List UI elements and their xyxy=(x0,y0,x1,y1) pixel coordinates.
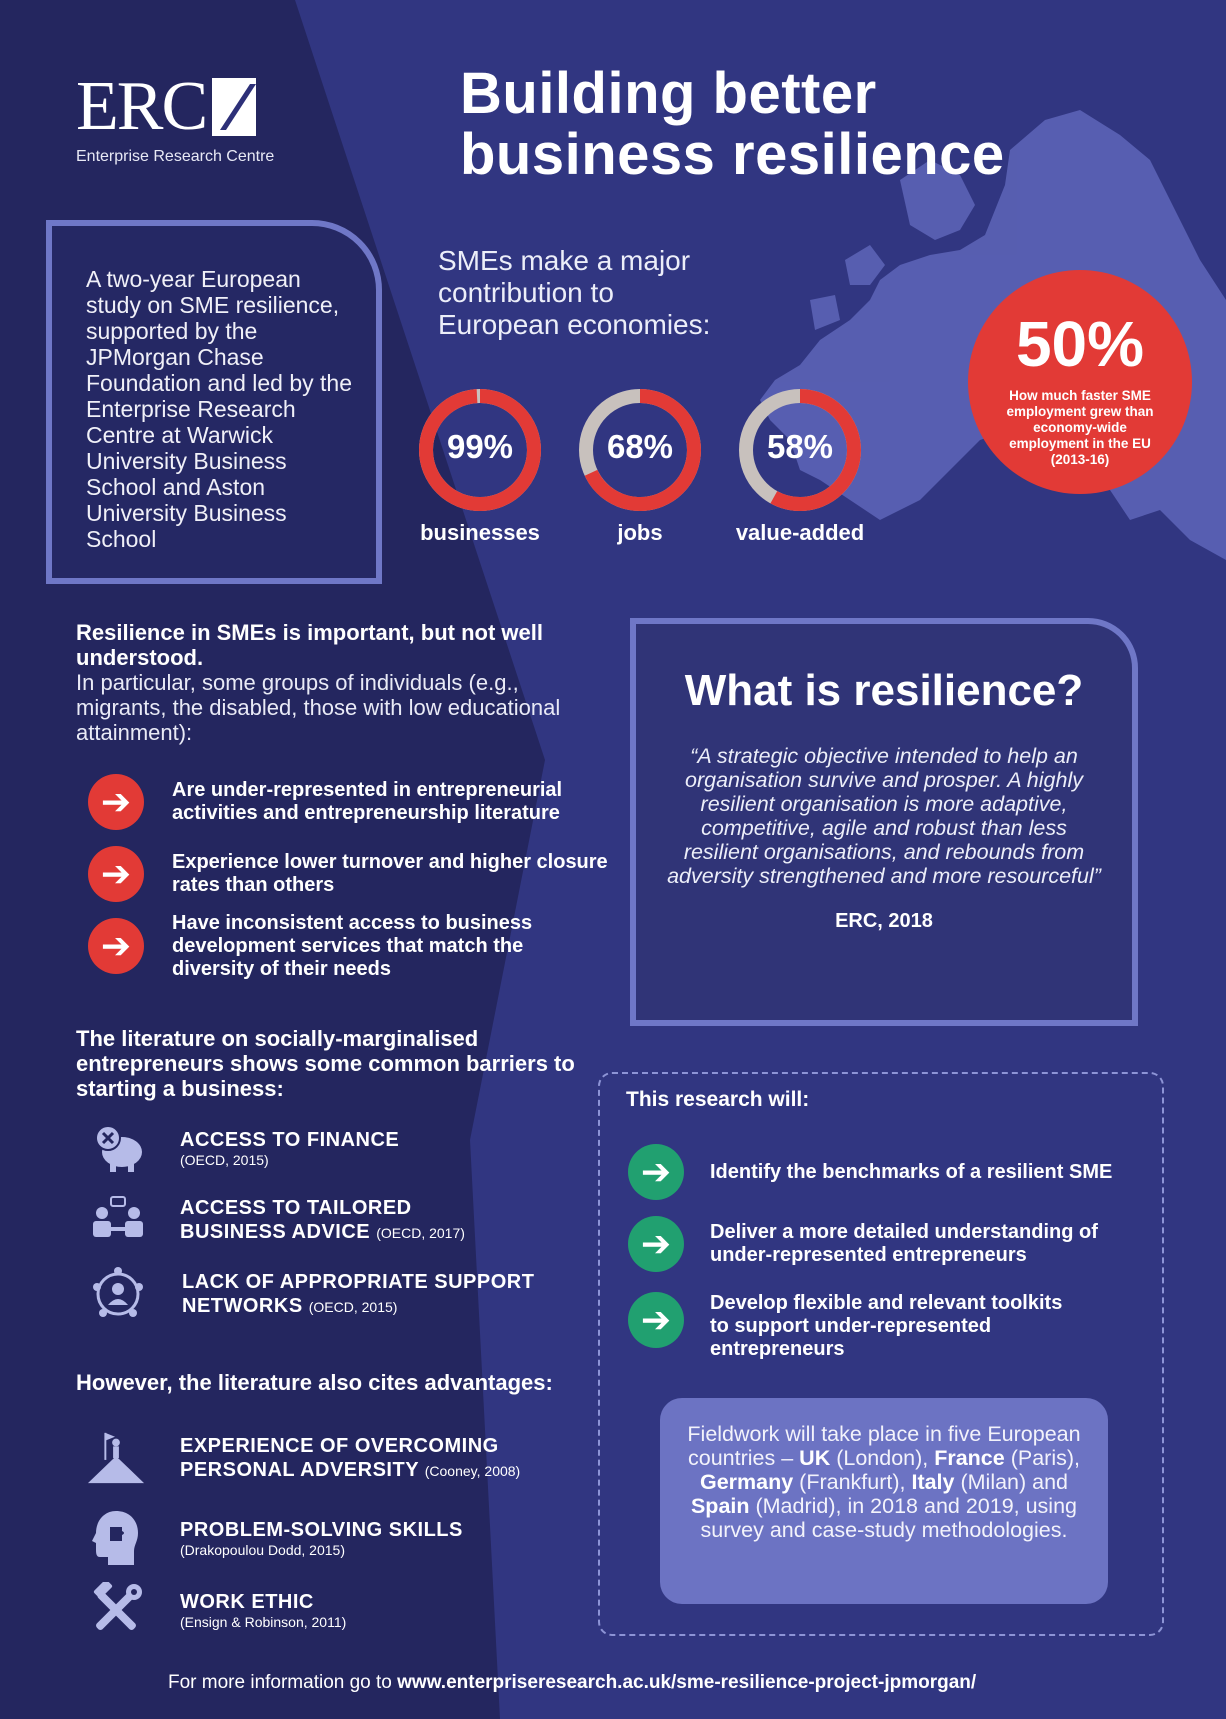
barrier-title: ACCESS TO FINANCE xyxy=(180,1129,400,1151)
head-puzzle-icon xyxy=(86,1508,146,1568)
stat-donut xyxy=(418,388,542,545)
city-madrid: (Madrid), in 2018 and 2019, using survey and case-study methodologies. xyxy=(700,1494,1078,1542)
advantage-item xyxy=(86,1580,346,1640)
list-item xyxy=(628,1216,1148,1272)
donut-percent: 68% xyxy=(606,428,674,465)
barrier-title-line-2: BUSINESS ADVICE xyxy=(180,1220,371,1243)
what-is-resilience-box xyxy=(630,618,1138,1026)
country-uk: UK xyxy=(799,1446,831,1470)
title-line-1: Building better xyxy=(460,61,877,126)
city-london: (London), xyxy=(830,1446,935,1470)
donut-label: jobs xyxy=(617,520,663,545)
list-item xyxy=(88,772,608,832)
barrier-title: LACK OF APPROPRIATE SUPPORT xyxy=(182,1270,535,1293)
country-germany: Germany xyxy=(699,1470,794,1494)
fieldwork-text: Fieldwork will take place in five European countries – xyxy=(687,1422,1081,1470)
arrow-right-icon: ➔ xyxy=(88,918,144,974)
donut-percent: 99% xyxy=(446,428,514,465)
smes-contribution-text xyxy=(438,245,710,341)
research-item-text: Develop flexible and relevant toolkits to support under-represented entrepreneurs xyxy=(710,1292,1063,1360)
advantage-citation: (Ensign & Robinson, 2011) xyxy=(180,1614,347,1630)
groups-list xyxy=(88,772,608,982)
group-item-text: Have inconsistent access to business development services that match the diversity of their needs xyxy=(172,911,533,980)
advantage-title: EXPERIENCE OF OVERCOMING xyxy=(180,1434,499,1457)
list-item xyxy=(628,1144,1148,1200)
donut-percent: 58% xyxy=(766,428,834,465)
logo-slash-icon xyxy=(210,76,258,138)
logo-subtitle: Enterprise Research Centre xyxy=(76,148,275,165)
stat-donut xyxy=(578,388,702,545)
research-item-text: Deliver a more detailed understanding of under-represented entrepreneurs xyxy=(710,1221,1098,1266)
growth-stat-circle xyxy=(968,270,1192,494)
intro-text: A two-year European study on SME resilience, supported by the JPMorgan Chase Foundation and led by the Enterprise Research Centre at Warwick University Business School and Aston University Business School xyxy=(86,266,352,552)
arrow-right-icon: ➔ xyxy=(628,1216,684,1272)
donut-label: value-added xyxy=(735,520,865,545)
group-item-text: Are under-represented in entrepreneurial activities and entrepreneurship literature xyxy=(172,779,563,824)
advantage-title-line-2: PERSONAL ADVERSITY xyxy=(180,1458,419,1481)
network-icon xyxy=(88,1264,148,1324)
donut-label: businesses xyxy=(420,520,540,545)
smes-line-2: contribution to xyxy=(438,277,614,308)
resilience-intro-text: In particular, some groups of individuals (e.g., migrants, the disabled, those with low educational attainment): xyxy=(76,670,561,745)
city-milan: (Milan) and xyxy=(954,1470,1069,1494)
advantage-citation: (Drakopoulou Dodd, 2015) xyxy=(180,1542,345,1558)
fieldwork-box xyxy=(660,1398,1108,1604)
intro-box xyxy=(46,220,382,584)
research-item-text: Identify the benchmarks of a resilient SME xyxy=(710,1160,1113,1183)
research-heading: This research will: xyxy=(626,1088,810,1111)
barrier-citation: (OECD, 2017) xyxy=(376,1224,465,1241)
city-paris: (Paris), xyxy=(1004,1446,1080,1470)
country-italy: Italy xyxy=(911,1470,955,1494)
resilience-title: What is resilience? xyxy=(684,666,1084,715)
arrow-right-icon: ➔ xyxy=(88,846,144,902)
meeting-icon xyxy=(88,1190,148,1250)
piggy-bank-icon xyxy=(88,1118,148,1178)
growth-stat-value: 50% xyxy=(1015,308,1145,380)
tools-icon xyxy=(86,1580,146,1640)
advantage-item xyxy=(86,1428,520,1488)
list-item xyxy=(88,910,608,982)
list-item xyxy=(628,1292,1068,1361)
resilience-intro-heading: Resilience in SMEs is important, but not well understood. xyxy=(76,620,543,670)
resilience-intro xyxy=(76,620,596,745)
arrow-right-icon: ➔ xyxy=(628,1144,684,1200)
country-france: France xyxy=(934,1446,1005,1470)
barrier-title: ACCESS TO TAILORED xyxy=(180,1196,412,1219)
barriers-heading: The literature on socially-marginalised entrepreneurs shows some common barriers to starting a business: xyxy=(76,1026,575,1101)
research-box xyxy=(598,1072,1164,1636)
barrier-citation: (OECD, 2015) xyxy=(180,1152,269,1168)
logo-mark: ERC xyxy=(76,68,207,145)
footer-link[interactable]: www.enterpriseresearch.ac.uk/sme-resilience-project-jpmorgan/ xyxy=(397,1672,977,1693)
barrier-item xyxy=(88,1264,534,1324)
arrow-right-icon: ➔ xyxy=(88,774,144,830)
advantages-heading: However, the literature also cites advantages: xyxy=(76,1370,553,1395)
list-item xyxy=(88,844,608,904)
city-frankfurt: (Frankfurt), xyxy=(793,1470,912,1494)
page-title xyxy=(460,61,1005,187)
barrier-item xyxy=(88,1190,465,1250)
advantage-citation: (Cooney, 2008) xyxy=(424,1462,521,1479)
barrier-citation: (OECD, 2015) xyxy=(308,1298,398,1315)
erc-logo xyxy=(76,68,275,166)
footer-text: For more information go to xyxy=(168,1672,398,1693)
advantage-title: WORK ETHIC xyxy=(180,1591,314,1613)
group-item-text: Experience lower turnover and higher closure rates than others xyxy=(172,851,608,896)
resilience-quote: “A strategic objective intended to help an organisation survive and prosper. A highly resilient organisation is more adaptive, competitive, agile and robust than less resilient organisations, and rebounds from adversity strengthened and more resourceful” xyxy=(667,744,1101,888)
barrier-item xyxy=(88,1118,399,1178)
resilience-citation: ERC, 2018 xyxy=(835,910,933,932)
footer xyxy=(168,1672,976,1694)
mountain-flag-icon xyxy=(86,1428,146,1488)
growth-stat-text: How much faster SME employment grew than economy-wide employment in the EU (2013-16) xyxy=(1006,388,1154,467)
barrier-title-line-2: NETWORKS xyxy=(182,1294,303,1317)
advantage-title: PROBLEM-SOLVING SKILLS xyxy=(180,1519,463,1541)
country-spain: Spain xyxy=(690,1494,750,1518)
advantage-item xyxy=(86,1508,463,1568)
title-line-2: business resilience xyxy=(460,121,1005,187)
arrow-right-icon: ➔ xyxy=(628,1292,684,1348)
smes-line-1: SMEs make a major xyxy=(438,245,691,276)
smes-line-3: European economies: xyxy=(438,309,711,340)
stat-donut xyxy=(735,388,865,545)
